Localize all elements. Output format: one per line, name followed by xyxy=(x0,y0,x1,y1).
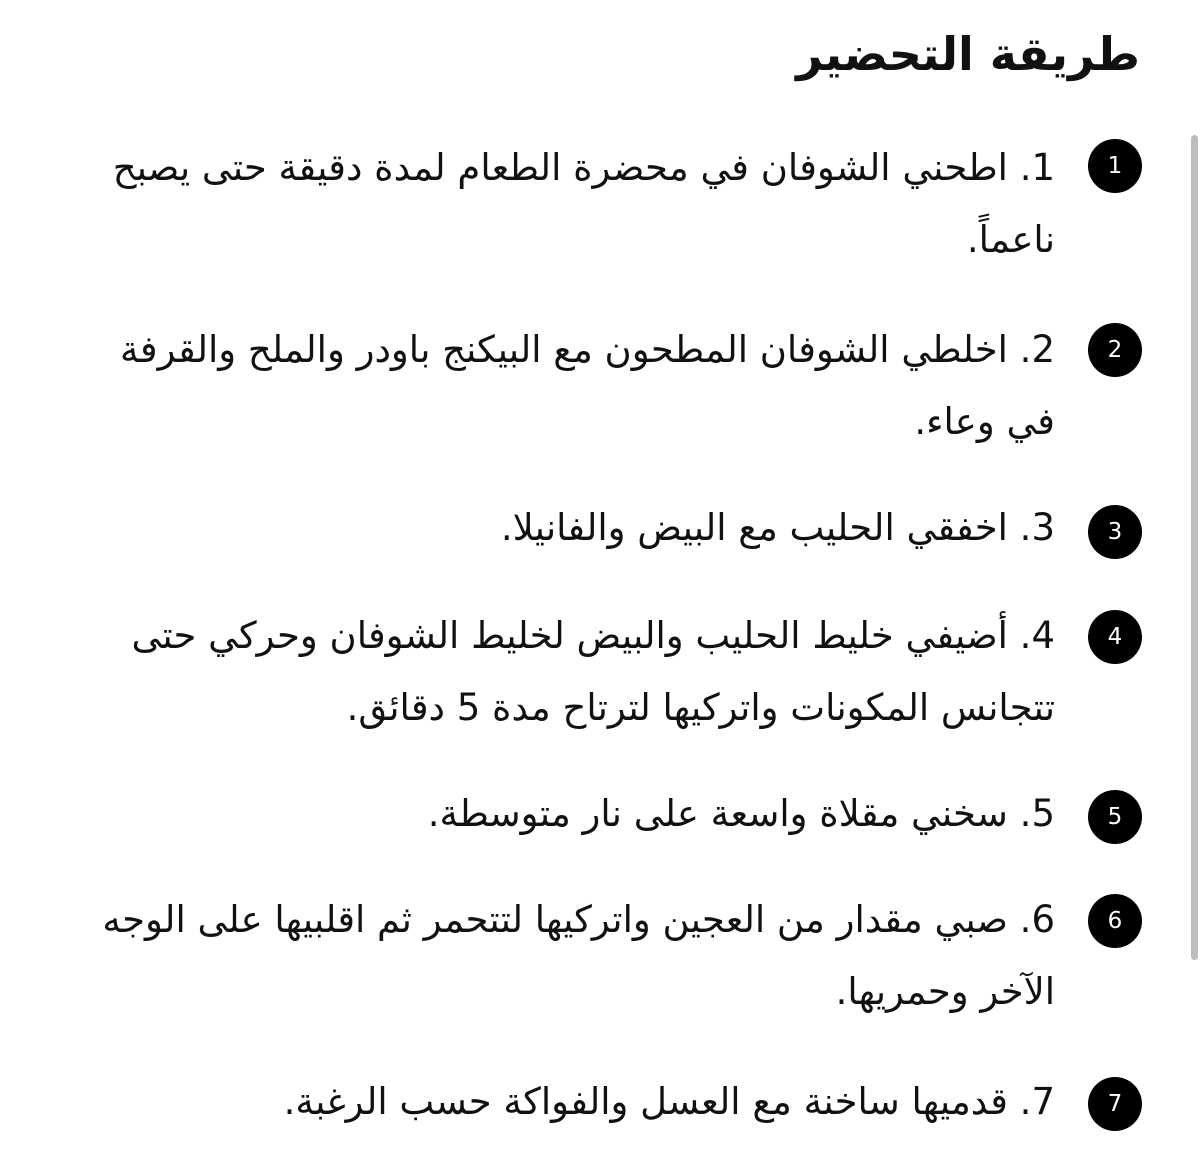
step-text: 2. اخلطي الشوفان المطحون مع البيكنج باودر والملح والقرفة في وعاء. xyxy=(120,328,1055,443)
step-number-badge: 1 xyxy=(1088,139,1142,193)
section-title: طريقة التحضير xyxy=(796,27,1140,81)
step-number-badge: 2 xyxy=(1088,323,1142,377)
step-number-badge: 5 xyxy=(1088,790,1142,844)
step-number-badge: 4 xyxy=(1088,610,1142,664)
scrollbar[interactable] xyxy=(1191,135,1198,960)
step-text: 6. صبي مقدار من العجين واتركيها لتتحمر ثم اقلبيها على الوجه الآخر وحمريها. xyxy=(102,898,1055,1013)
step-number-badge: 7 xyxy=(1088,1077,1142,1131)
step-text: 1. اطحني الشوفان في محضرة الطعام لمدة دقيقة حتى يصبح ناعماً. xyxy=(112,146,1055,261)
step-text: 3. اخفقي الحليب مع البيض والفانيلا. xyxy=(500,506,1055,549)
step-text: 7. قدميها ساخنة مع العسل والفواكة حسب الرغبة. xyxy=(283,1080,1055,1123)
step-number-badge: 3 xyxy=(1088,505,1142,559)
step-text: 5. سخني مقلاة واسعة على نار متوسطة. xyxy=(427,792,1055,835)
step-number-badge: 6 xyxy=(1088,894,1142,948)
step-text: 4. أضيفي خليط الحليب والبيض لخليط الشوفان وحركي حتى تتجانس المكونات واتركيها لترتاح مدة 5 دقائق. xyxy=(131,614,1055,729)
